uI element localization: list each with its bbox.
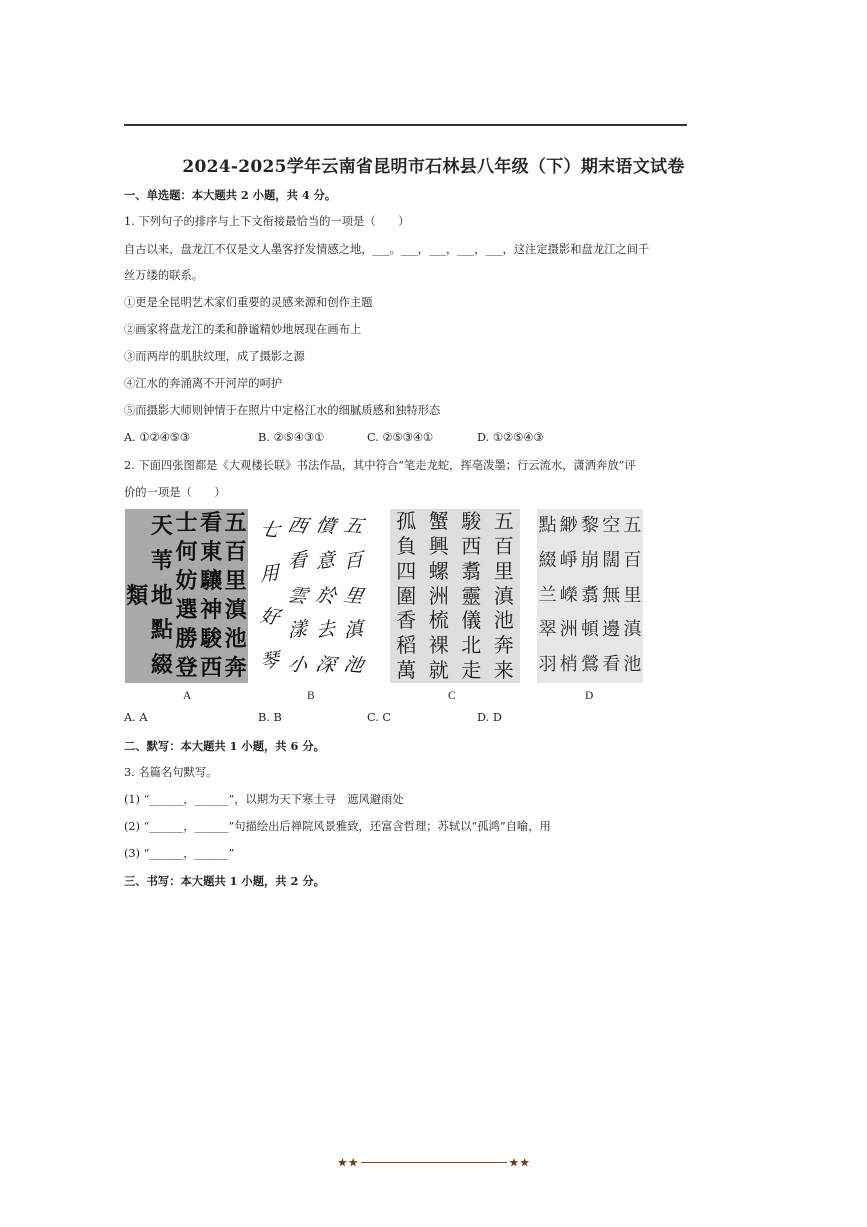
- calligraphy-char: 池: [623, 654, 642, 676]
- q1-option-c[interactable]: C. ②⑤③④①: [367, 431, 434, 444]
- page-footer: [0, 1152, 867, 1171]
- calligraphy-char: 看: [200, 510, 223, 536]
- caption-a: A: [183, 690, 192, 702]
- calligraphy-char: 頓: [580, 619, 599, 641]
- q1-sentence-5: ⑤而摄影大师则钟情于在照片中定格江水的细腻质感和独特形态: [124, 404, 441, 417]
- calligraphy-char: 崩: [580, 549, 599, 571]
- calligraphy-image-d: [537, 509, 643, 683]
- calligraphy-char: 百: [493, 533, 514, 558]
- calligraphy-char: 妨: [175, 568, 198, 594]
- calligraphy-char: 選: [175, 597, 198, 623]
- q2-stem-line-2: 价的一项是（ ）: [124, 486, 226, 499]
- calligraphy-char: 五: [493, 509, 514, 533]
- calligraphy-char: 西: [200, 655, 223, 681]
- calligraphy-char: 去: [316, 618, 336, 643]
- calligraphy-column: [455, 509, 488, 683]
- section-3-heading: 三、书写：本大题共 1 小题，共 2 分。: [124, 874, 325, 888]
- calligraphy-char: 勝: [175, 626, 198, 652]
- calligraphy-char: 嶸: [559, 584, 578, 606]
- calligraphy-char: 東: [200, 539, 223, 565]
- calligraphy-char: 滇: [344, 618, 364, 643]
- calligraphy-char: 里: [493, 558, 514, 583]
- calligraphy-char: 西: [286, 514, 310, 538]
- calligraphy-char: 百: [344, 548, 364, 574]
- calligraphy-char: 滇: [623, 619, 642, 641]
- calligraphy-char: 興: [428, 533, 449, 558]
- calligraphy-char: 漾: [288, 618, 308, 643]
- calligraphy-char: 池: [493, 608, 514, 633]
- calligraphy-column: [423, 509, 456, 683]
- calligraphy-char: 意: [316, 548, 336, 574]
- calligraphy-char: 驤: [200, 568, 223, 594]
- calligraphy-char: 四: [396, 558, 417, 583]
- q2-option-a[interactable]: A. A: [124, 711, 148, 724]
- calligraphy-char: 駿: [200, 626, 223, 652]
- q1-sentence-1: ①更是全昆明艺术家们重要的灵感来源和创作主题: [124, 296, 373, 309]
- q1-option-b[interactable]: B. ②⑤④③①: [258, 431, 325, 444]
- calligraphy-char: 類: [126, 583, 149, 609]
- section-2-heading: 二、默写：本大题共 1 小题，共 6 分。: [124, 739, 325, 753]
- calligraphy-column: [622, 509, 643, 683]
- calligraphy-char: 雲: [286, 583, 310, 608]
- calligraphy-char: 翥: [580, 584, 599, 606]
- calligraphy-char: 梢: [559, 654, 578, 676]
- calligraphy-char: 圍: [396, 583, 417, 608]
- calligraphy-char: 奔: [493, 633, 514, 658]
- calligraphy-char: 滇: [493, 583, 514, 608]
- q1-sentence-4: ④江水的奔涌离不开河岸的呵护: [124, 377, 283, 390]
- calligraphy-char: 蟹: [428, 509, 449, 533]
- calligraphy-char: 洲: [428, 583, 449, 608]
- calligraphy-char: 香: [396, 608, 417, 633]
- calligraphy-char: 百: [623, 549, 642, 571]
- calligraphy-column: [174, 509, 199, 683]
- section-1-heading: 一、单选题：本大题共 2 小题，共 4 分。: [124, 188, 337, 202]
- calligraphy-char: 兰: [538, 584, 557, 606]
- q1-sentence-3: ③而两岸的肌肤纹理，成了摄影之源: [124, 350, 305, 363]
- footer-divider: [361, 1162, 507, 1164]
- q3-item-1: (1) “______，______”，以期为天下寒士寻 遮风避雨处: [124, 793, 404, 806]
- calligraphy-char: 士: [175, 510, 198, 536]
- page-title: 2024-2025学年云南省昆明市石林县八年级（下）期末语文试卷: [182, 157, 685, 177]
- q2-option-c[interactable]: C. C: [367, 711, 392, 724]
- calligraphy-char: 孤: [396, 509, 417, 533]
- calligraphy-char: 里: [342, 583, 366, 608]
- calligraphy-char: 滇: [224, 597, 247, 623]
- q3-item-3: (3) “______，______”: [124, 847, 235, 860]
- q2-option-d[interactable]: D. D: [477, 711, 502, 724]
- calligraphy-char: 神: [200, 597, 223, 623]
- calligraphy-column: [558, 509, 579, 683]
- q1-context-line-1: 自古以来，盘龙江不仅是文人墨客抒发情感之地，___。___，___，___，___，这注定摄影和盘龙江之间千: [124, 243, 650, 256]
- calligraphy-char: 鶯: [580, 654, 599, 676]
- q1-context-line-2: 丝万缕的联系。: [124, 269, 204, 282]
- calligraphy-char: 憤: [314, 514, 338, 538]
- q1-stem: 1. 下列句子的排序与上下文衔接最恰当的一项是（ ）: [124, 215, 410, 228]
- caption-b: B: [307, 690, 315, 702]
- q1-option-d[interactable]: D. ①②⑤④③: [477, 431, 544, 444]
- calligraphy-char: 走: [461, 658, 482, 683]
- header-rule: [124, 124, 687, 126]
- calligraphy-column: [284, 509, 312, 683]
- calligraphy-char: 北: [461, 633, 482, 658]
- calligraphy-char: 洲: [559, 619, 578, 641]
- calligraphy-char: 無: [602, 584, 621, 606]
- footer-stars-left: ★★: [336, 1155, 359, 1170]
- calligraphy-char: 點: [150, 617, 173, 644]
- calligraphy-char: 綴: [538, 549, 557, 571]
- calligraphy-column: [537, 509, 558, 683]
- calligraphy-char: 苇: [150, 547, 173, 574]
- caption-d: D: [585, 690, 594, 702]
- q1-option-a[interactable]: A. ①②④⑤③: [124, 431, 190, 444]
- calligraphy-char: 羽: [538, 654, 557, 676]
- calligraphy-char: 翥: [461, 558, 482, 583]
- calligraphy-column: [579, 509, 600, 683]
- calligraphy-image-c: [390, 509, 520, 683]
- calligraphy-char: 空: [602, 515, 621, 536]
- calligraphy-image-a: [125, 509, 248, 683]
- calligraphy-char: 登: [175, 655, 198, 681]
- calligraphy-char: 萬: [396, 658, 417, 683]
- q3-item-2: (2) “______，______”句描绘出后禅院风景雅致，还富含哲理；苏轼以“孤鸿”自喻，用: [124, 820, 551, 833]
- calligraphy-char: 五: [224, 510, 247, 536]
- calligraphy-column: [256, 509, 284, 683]
- calligraphy-column: [601, 509, 622, 683]
- calligraphy-char: 天: [150, 513, 173, 539]
- caption-c: C: [448, 690, 456, 702]
- calligraphy-image-b: [256, 509, 368, 683]
- calligraphy-char: 七: [258, 518, 282, 542]
- calligraphy-char: 何: [175, 539, 198, 565]
- calligraphy-char: 用: [260, 561, 280, 586]
- calligraphy-char: 看: [602, 654, 621, 676]
- calligraphy-char: 奔: [224, 655, 247, 681]
- calligraphy-char: 来: [493, 658, 514, 683]
- calligraphy-char: 池: [342, 653, 366, 678]
- calligraphy-char: 里: [623, 584, 642, 606]
- calligraphy-char: 稻: [396, 633, 417, 658]
- calligraphy-char: 百: [224, 539, 247, 565]
- q2-option-b[interactable]: B. B: [258, 711, 282, 724]
- calligraphy-char: 點: [538, 515, 557, 536]
- calligraphy-char: 駿: [461, 509, 482, 533]
- calligraphy-char: 就: [428, 658, 449, 683]
- calligraphy-char: 池: [224, 626, 247, 652]
- calligraphy-char: 小: [286, 653, 310, 678]
- calligraphy-char: 闊: [602, 549, 621, 571]
- q1-sentence-2: ②画家将盘龙江的柔和静谧精妙地展现在画布上: [124, 323, 362, 336]
- calligraphy-column: [340, 509, 368, 683]
- calligraphy-char: 梳: [428, 608, 449, 633]
- calligraphy-char: 螺: [428, 558, 449, 583]
- calligraphy-char: 西: [461, 533, 482, 558]
- calligraphy-char: 地: [150, 582, 173, 609]
- calligraphy-char: 儀: [461, 608, 482, 633]
- calligraphy-column: [199, 509, 224, 683]
- calligraphy-char: 靈: [461, 583, 482, 608]
- calligraphy-char: 好: [258, 605, 282, 629]
- calligraphy-column: [312, 509, 340, 683]
- calligraphy-char: 琴: [260, 648, 280, 673]
- footer-stars-right: ★★: [508, 1155, 531, 1170]
- calligraphy-column: [223, 509, 248, 683]
- calligraphy-char: 黎: [580, 515, 599, 536]
- q2-stem-line-1: 2. 下面四张图都是《大观楼长联》书法作品，其中符合“笔走龙蛇，挥亳泼墨；行云流水，潇洒奔放”评: [124, 459, 636, 472]
- q3-stem: 3. 名篇名句默写。: [124, 766, 218, 779]
- calligraphy-char: 緲: [559, 515, 578, 536]
- calligraphy-char: 里: [224, 568, 247, 594]
- calligraphy-char: 翠: [538, 619, 557, 641]
- calligraphy-char: 於: [314, 583, 338, 608]
- calligraphy-char: 邊: [602, 619, 621, 641]
- calligraphy-char: 五: [623, 515, 642, 536]
- calligraphy-char: 深: [314, 653, 338, 678]
- calligraphy-char: 負: [396, 533, 417, 558]
- calligraphy-char: 裸: [428, 633, 449, 658]
- calligraphy-char: 看: [288, 548, 308, 574]
- calligraphy-char: 綴: [150, 652, 173, 679]
- calligraphy-column: [390, 509, 423, 683]
- calligraphy-char: 崢: [559, 549, 578, 571]
- calligraphy-char: 五: [342, 514, 366, 538]
- calligraphy-column: [488, 509, 521, 683]
- calligraphy-column: [150, 509, 175, 683]
- calligraphy-column: [125, 509, 150, 683]
